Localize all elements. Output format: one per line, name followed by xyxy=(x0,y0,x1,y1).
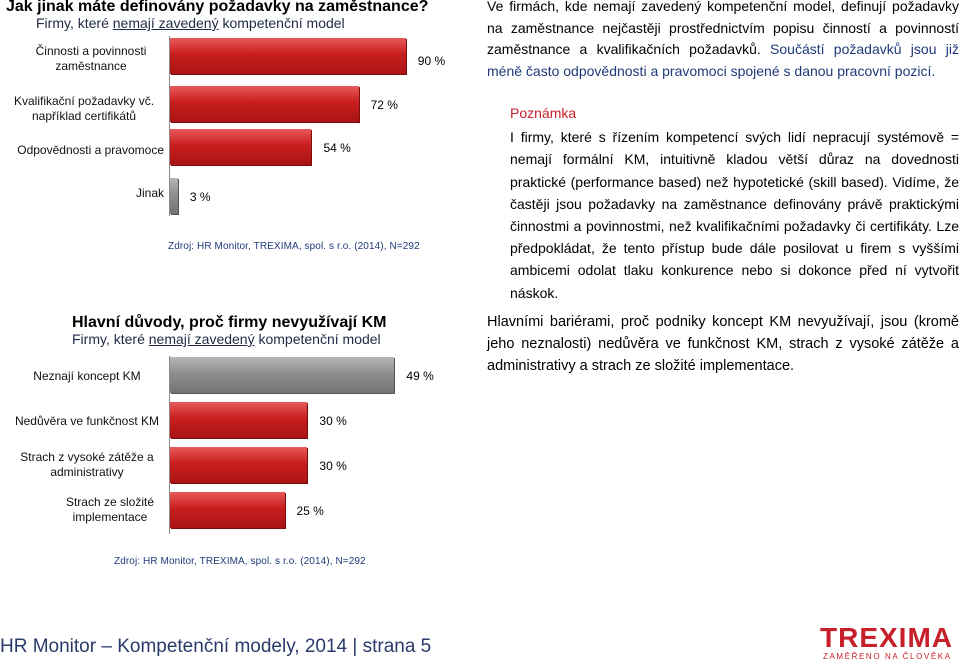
chart2-category-label: Nedůvěra ve funkčnost KM xyxy=(14,414,160,428)
barriers-paragraph: Hlavními bariérami, proč podniky koncept KM nevyužívají, jsou (kromě jeho neznalosti) nedůvěra ve funkčnost KM, strach z vysoké zátěže a administrativy a strach ze složité implementace. xyxy=(487,314,959,374)
note-box xyxy=(510,102,959,304)
chart2-subtitle: Firmy, které nemají zavedený kompetenční model xyxy=(72,331,381,347)
chart1-category-label: Činnosti a povinnosti zaměstnance xyxy=(35,44,147,73)
bar-1-4 xyxy=(170,178,178,214)
note-title: Poznámka xyxy=(510,105,577,121)
chart1-category-label: Jinak xyxy=(135,186,164,200)
bar-2-1 xyxy=(170,357,394,393)
bar-2-3 xyxy=(170,447,307,483)
bar-1-2 xyxy=(170,86,359,122)
bar-1-1 xyxy=(170,38,406,74)
footer-text: HR Monitor – Kompetenční modely, 2014 | strana 5 xyxy=(0,636,432,657)
note-body: I firmy, které s řízením kompetencí svých lidí nepracují systémově = nemají formální KM, intuitivně kladou větší důraz na dovednosti praktické (performance based) než hypotetické (skill based). Vidíme, že častěji jsou požadavky na zaměstnance definovány právě praktickými činnostmi a povinnostmi, než kvalifikačními požadavky či certifikáty. Lze předpokládat, že tento přístup bude dále posilovat u firem s vyššími ambicemi odolat tlaku konkurence nebo si dokonce před ní vytvořit náskok. xyxy=(510,129,959,301)
bar-value-label: 25 % xyxy=(296,504,324,518)
trexima-logo: TREXIMA xyxy=(820,622,953,653)
bar-1-3 xyxy=(170,129,311,165)
bar-value-label: 3 % xyxy=(189,190,211,204)
chart2-category-label: Strach z vysoké zátěže a administrativy xyxy=(20,450,154,479)
bar-value-label: 30 % xyxy=(319,459,347,473)
bar-2-2 xyxy=(170,402,307,438)
bar-value-label: 30 % xyxy=(319,414,347,428)
intro-paragraph: Ve firmách, kde nemají zavedený kompetenční model, definují požadavky na zaměstnance nejčastěji prostřednictvím popisu činností a povinností zaměstnance a kvalifikačních požadavků. Součástí požadavků jsou již méně často odpovědnosti a pravomoci spojené s danou pracovní pozicí. xyxy=(487,0,959,79)
chart1-source: Zdroj: HR Monitor, TREXIMA, spol. s r.o. (2014), N=292 xyxy=(168,241,420,252)
bar-value-label: 49 % xyxy=(406,369,434,383)
chart1-subtitle: Firmy, které nemají zavedený kompetenční model xyxy=(36,15,345,31)
chart2-category-label: Strach ze složité implementace xyxy=(65,495,155,524)
chart1-category-label: Odpovědnosti a pravomoce xyxy=(17,143,164,157)
bar-value-label: 54 % xyxy=(323,141,351,155)
chart1-title: Jak jinak máte definovány požadavky na zaměstnance? xyxy=(6,0,429,15)
chart2-source: Zdroj: HR Monitor, TREXIMA, spol. s r.o. (2014), N=292 xyxy=(114,556,366,567)
chart2-category-label: Neznají koncept KM xyxy=(33,369,141,383)
bar-value-label: 72 % xyxy=(370,98,398,112)
chart2-title: Hlavní důvody, proč firmy nevyužívají KM xyxy=(72,314,387,331)
bar-value-label: 90 % xyxy=(417,54,446,68)
chart1-category-label: Kvalifikační požadavky vč. například certifikátů xyxy=(13,94,155,123)
logo-tagline: ZAMĚŘENO NA ČLOVĚKA xyxy=(823,652,952,661)
bar-2-4 xyxy=(170,492,285,528)
